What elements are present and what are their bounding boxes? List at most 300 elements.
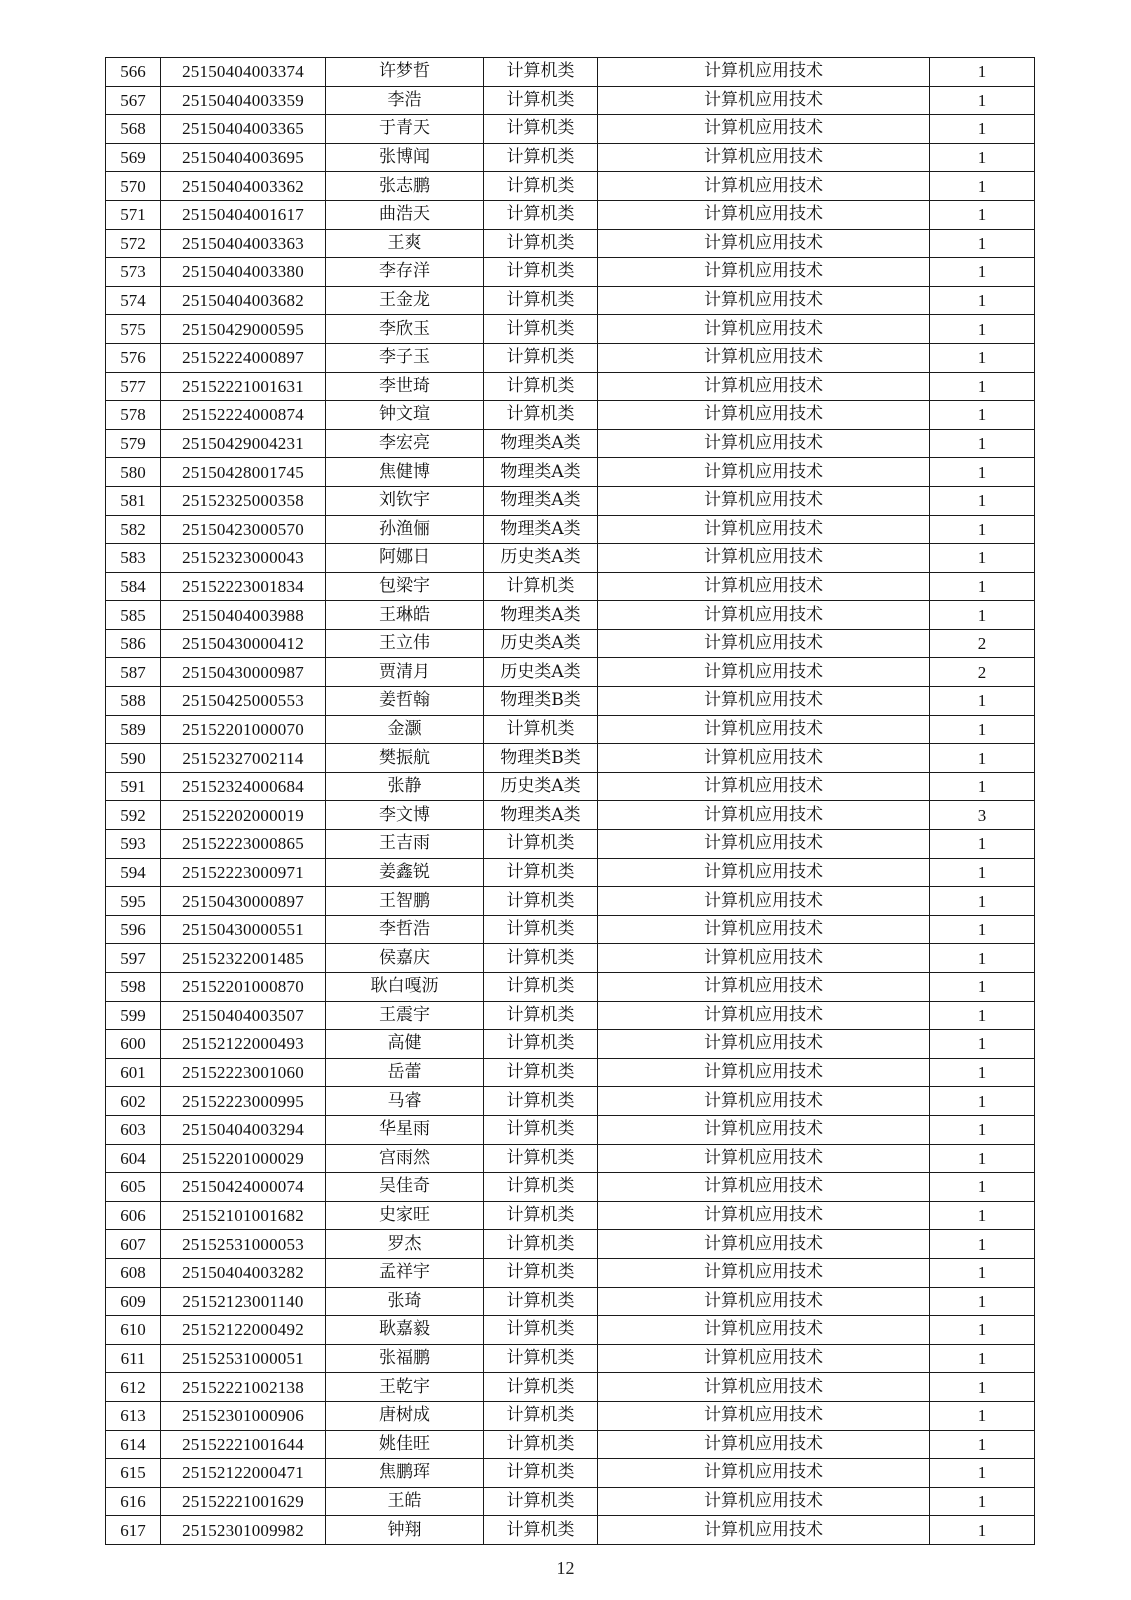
row-number-cell: 574 (106, 286, 161, 315)
table-row (106, 343, 1035, 372)
row-number-cell: 605 (106, 1173, 161, 1202)
choice-order-cell: 1 (930, 1373, 1035, 1402)
subject-category-cell: 历史类A类 (484, 629, 598, 658)
row-number-cell: 604 (106, 1144, 161, 1173)
student-name-cell: 耿白嘎沥 (326, 973, 484, 1002)
row-number-cell: 581 (106, 486, 161, 515)
row-number-cell: 590 (106, 744, 161, 773)
choice-order-cell: 1 (930, 944, 1035, 973)
major-cell: 计算机应用技术 (598, 429, 930, 458)
table-row (106, 601, 1035, 630)
choice-order-cell: 1 (930, 229, 1035, 258)
choice-order-cell: 1 (930, 1344, 1035, 1373)
student-name-cell: 李浩 (326, 86, 484, 115)
row-number-cell: 596 (106, 915, 161, 944)
choice-order-cell: 1 (930, 315, 1035, 344)
table-row (106, 115, 1035, 144)
table-row (106, 801, 1035, 830)
major-cell: 计算机应用技术 (598, 200, 930, 229)
row-number-cell: 568 (106, 115, 161, 144)
candidate-id-cell: 25150425000553 (161, 687, 326, 716)
candidate-id-cell: 25152221001631 (161, 372, 326, 401)
choice-order-cell: 1 (930, 286, 1035, 315)
student-name-cell: 孙渔俪 (326, 515, 484, 544)
table-row (106, 429, 1035, 458)
table-row (106, 973, 1035, 1002)
major-cell: 计算机应用技术 (598, 1030, 930, 1059)
table-row (106, 772, 1035, 801)
major-cell: 计算机应用技术 (598, 572, 930, 601)
row-number-cell: 609 (106, 1287, 161, 1316)
major-cell: 计算机应用技术 (598, 58, 930, 87)
choice-order-cell: 1 (930, 58, 1035, 87)
choice-order-cell: 1 (930, 429, 1035, 458)
subject-category-cell: 物理类A类 (484, 458, 598, 487)
subject-category-cell: 历史类A类 (484, 658, 598, 687)
row-number-cell: 583 (106, 544, 161, 573)
student-name-cell: 王立伟 (326, 629, 484, 658)
major-cell: 计算机应用技术 (598, 629, 930, 658)
student-name-cell: 王吉雨 (326, 830, 484, 859)
major-cell: 计算机应用技术 (598, 944, 930, 973)
subject-category-cell: 物理类B类 (484, 744, 598, 773)
major-cell: 计算机应用技术 (598, 1173, 930, 1202)
major-cell: 计算机应用技术 (598, 801, 930, 830)
major-cell: 计算机应用技术 (598, 143, 930, 172)
student-name-cell: 唐树成 (326, 1401, 484, 1430)
row-number-cell: 587 (106, 658, 161, 687)
student-name-cell: 吴佳奇 (326, 1173, 484, 1202)
subject-category-cell: 物理类A类 (484, 515, 598, 544)
subject-category-cell: 计算机类 (484, 372, 598, 401)
student-name-cell: 李宏亮 (326, 429, 484, 458)
table-row (106, 572, 1035, 601)
choice-order-cell: 1 (930, 1173, 1035, 1202)
row-number-cell: 578 (106, 401, 161, 430)
major-cell: 计算机应用技术 (598, 1487, 930, 1516)
candidate-id-cell: 25152322001485 (161, 944, 326, 973)
student-name-cell: 王爽 (326, 229, 484, 258)
major-cell: 计算机应用技术 (598, 458, 930, 487)
table-row (106, 143, 1035, 172)
row-number-cell: 582 (106, 515, 161, 544)
row-number-cell: 614 (106, 1430, 161, 1459)
candidate-id-cell: 25150404003695 (161, 143, 326, 172)
choice-order-cell: 1 (930, 486, 1035, 515)
admission-list-sheet (105, 57, 1028, 1545)
choice-order-cell: 1 (930, 458, 1035, 487)
subject-category-cell: 计算机类 (484, 1258, 598, 1287)
table-row (106, 1459, 1035, 1488)
major-cell: 计算机应用技术 (598, 1430, 930, 1459)
row-number-cell: 594 (106, 858, 161, 887)
student-name-cell: 王琳皓 (326, 601, 484, 630)
table-row (106, 830, 1035, 859)
table-row (106, 887, 1035, 916)
subject-category-cell: 计算机类 (484, 200, 598, 229)
candidate-id-cell: 25150404003507 (161, 1001, 326, 1030)
choice-order-cell: 1 (930, 1001, 1035, 1030)
subject-category-cell: 历史类A类 (484, 544, 598, 573)
major-cell: 计算机应用技术 (598, 658, 930, 687)
row-number-cell: 602 (106, 1087, 161, 1116)
table-row (106, 486, 1035, 515)
subject-category-cell: 计算机类 (484, 315, 598, 344)
student-name-cell: 王皓 (326, 1487, 484, 1516)
choice-order-cell: 2 (930, 629, 1035, 658)
candidate-id-cell: 25152201000029 (161, 1144, 326, 1173)
student-name-cell: 阿娜日 (326, 544, 484, 573)
candidate-id-cell: 25150404003362 (161, 172, 326, 201)
candidate-id-cell: 25152325000358 (161, 486, 326, 515)
table-row (106, 1230, 1035, 1259)
row-number-cell: 600 (106, 1030, 161, 1059)
table-row (106, 1401, 1035, 1430)
choice-order-cell: 2 (930, 658, 1035, 687)
row-number-cell: 588 (106, 687, 161, 716)
major-cell: 计算机应用技术 (598, 1201, 930, 1230)
candidate-id-cell: 25150404003359 (161, 86, 326, 115)
candidate-id-cell: 25152224000897 (161, 343, 326, 372)
choice-order-cell: 1 (930, 572, 1035, 601)
major-cell: 计算机应用技术 (598, 715, 930, 744)
table-row (106, 1258, 1035, 1287)
student-name-cell: 孟祥宇 (326, 1258, 484, 1287)
table-row (106, 944, 1035, 973)
choice-order-cell: 1 (930, 1487, 1035, 1516)
student-name-cell: 焦鹏珲 (326, 1459, 484, 1488)
student-name-cell: 姜鑫锐 (326, 858, 484, 887)
choice-order-cell: 1 (930, 715, 1035, 744)
row-number-cell: 601 (106, 1058, 161, 1087)
row-number-cell: 567 (106, 86, 161, 115)
major-cell: 计算机应用技术 (598, 343, 930, 372)
major-cell: 计算机应用技术 (598, 1058, 930, 1087)
candidate-id-cell: 25150423000570 (161, 515, 326, 544)
row-number-cell: 598 (106, 973, 161, 1002)
candidate-id-cell: 25152323000043 (161, 544, 326, 573)
row-number-cell: 571 (106, 200, 161, 229)
row-number-cell: 572 (106, 229, 161, 258)
student-name-cell: 耿嘉毅 (326, 1316, 484, 1345)
student-name-cell: 华星雨 (326, 1115, 484, 1144)
choice-order-cell: 1 (930, 858, 1035, 887)
subject-category-cell: 计算机类 (484, 401, 598, 430)
choice-order-cell: 1 (930, 86, 1035, 115)
subject-category-cell: 物理类A类 (484, 486, 598, 515)
choice-order-cell: 3 (930, 801, 1035, 830)
candidate-id-cell: 25152122000493 (161, 1030, 326, 1059)
choice-order-cell: 1 (930, 372, 1035, 401)
major-cell: 计算机应用技术 (598, 887, 930, 916)
student-name-cell: 曲浩天 (326, 200, 484, 229)
major-cell: 计算机应用技术 (598, 1258, 930, 1287)
choice-order-cell: 1 (930, 1087, 1035, 1116)
subject-category-cell: 计算机类 (484, 1516, 598, 1545)
row-number-cell: 577 (106, 372, 161, 401)
table-row (106, 1344, 1035, 1373)
candidate-id-cell: 25150404003374 (161, 58, 326, 87)
table-row (106, 458, 1035, 487)
major-cell: 计算机应用技术 (598, 515, 930, 544)
student-name-cell: 侯嘉庆 (326, 944, 484, 973)
row-number-cell: 586 (106, 629, 161, 658)
student-name-cell: 张博闻 (326, 143, 484, 172)
candidate-id-cell: 25152223001834 (161, 572, 326, 601)
row-number-cell: 575 (106, 315, 161, 344)
subject-category-cell: 计算机类 (484, 915, 598, 944)
row-number-cell: 580 (106, 458, 161, 487)
subject-category-cell: 计算机类 (484, 1459, 598, 1488)
major-cell: 计算机应用技术 (598, 1373, 930, 1402)
student-name-cell: 史家旺 (326, 1201, 484, 1230)
student-name-cell: 张琦 (326, 1287, 484, 1316)
student-name-cell: 李欣玉 (326, 315, 484, 344)
major-cell: 计算机应用技术 (598, 1230, 930, 1259)
student-name-cell: 樊振航 (326, 744, 484, 773)
table-row (106, 1115, 1035, 1144)
row-number-cell: 617 (106, 1516, 161, 1545)
choice-order-cell: 1 (930, 258, 1035, 287)
candidate-id-cell: 25150424000074 (161, 1173, 326, 1202)
student-name-cell: 马睿 (326, 1087, 484, 1116)
table-row (106, 229, 1035, 258)
subject-category-cell: 计算机类 (484, 229, 598, 258)
table-row (106, 172, 1035, 201)
major-cell: 计算机应用技术 (598, 1001, 930, 1030)
choice-order-cell: 1 (930, 1258, 1035, 1287)
candidate-id-cell: 25150428001745 (161, 458, 326, 487)
table-row (106, 315, 1035, 344)
row-number-cell: 593 (106, 830, 161, 859)
candidate-id-cell: 25152224000874 (161, 401, 326, 430)
choice-order-cell: 1 (930, 915, 1035, 944)
student-name-cell: 罗杰 (326, 1230, 484, 1259)
student-name-cell: 姚佳旺 (326, 1430, 484, 1459)
candidate-id-cell: 25150404003363 (161, 229, 326, 258)
table-row (106, 1487, 1035, 1516)
student-name-cell: 金灏 (326, 715, 484, 744)
student-name-cell: 王智鹏 (326, 887, 484, 916)
subject-category-cell: 计算机类 (484, 1430, 598, 1459)
subject-category-cell: 计算机类 (484, 343, 598, 372)
student-name-cell: 李世琦 (326, 372, 484, 401)
subject-category-cell: 计算机类 (484, 286, 598, 315)
student-name-cell: 焦健博 (326, 458, 484, 487)
row-number-cell: 611 (106, 1344, 161, 1373)
major-cell: 计算机应用技术 (598, 744, 930, 773)
subject-category-cell: 计算机类 (484, 830, 598, 859)
choice-order-cell: 1 (930, 744, 1035, 773)
major-cell: 计算机应用技术 (598, 1316, 930, 1345)
choice-order-cell: 1 (930, 1287, 1035, 1316)
table-row (106, 915, 1035, 944)
row-number-cell: 569 (106, 143, 161, 172)
subject-category-cell: 物理类B类 (484, 687, 598, 716)
table-row (106, 1201, 1035, 1230)
student-name-cell: 岳蕾 (326, 1058, 484, 1087)
choice-order-cell: 1 (930, 772, 1035, 801)
row-number-cell: 573 (106, 258, 161, 287)
candidate-id-cell: 25150404003988 (161, 601, 326, 630)
table-row (106, 86, 1035, 115)
choice-order-cell: 1 (930, 515, 1035, 544)
candidate-id-cell: 25152221002138 (161, 1373, 326, 1402)
major-cell: 计算机应用技术 (598, 1087, 930, 1116)
candidate-id-cell: 25152327002114 (161, 744, 326, 773)
major-cell: 计算机应用技术 (598, 286, 930, 315)
student-name-cell: 王乾宇 (326, 1373, 484, 1402)
major-cell: 计算机应用技术 (598, 1459, 930, 1488)
choice-order-cell: 1 (930, 172, 1035, 201)
candidate-id-cell: 25152221001644 (161, 1430, 326, 1459)
student-name-cell: 包梁宇 (326, 572, 484, 601)
choice-order-cell: 1 (930, 1201, 1035, 1230)
table-row (106, 401, 1035, 430)
row-number-cell: 579 (106, 429, 161, 458)
candidate-id-cell: 25150404003682 (161, 286, 326, 315)
choice-order-cell: 1 (930, 687, 1035, 716)
table-row (106, 200, 1035, 229)
table-row (106, 1144, 1035, 1173)
row-number-cell: 615 (106, 1459, 161, 1488)
candidate-id-cell: 25152202000019 (161, 801, 326, 830)
subject-category-cell: 计算机类 (484, 1316, 598, 1345)
major-cell: 计算机应用技术 (598, 258, 930, 287)
subject-category-cell: 计算机类 (484, 858, 598, 887)
candidate-id-cell: 25150429004231 (161, 429, 326, 458)
subject-category-cell: 计算机类 (484, 143, 598, 172)
subject-category-cell: 计算机类 (484, 172, 598, 201)
major-cell: 计算机应用技术 (598, 1287, 930, 1316)
student-name-cell: 李文博 (326, 801, 484, 830)
student-name-cell: 王金龙 (326, 286, 484, 315)
choice-order-cell: 1 (930, 1459, 1035, 1488)
major-cell: 计算机应用技术 (598, 172, 930, 201)
candidate-id-cell: 25152301009982 (161, 1516, 326, 1545)
row-number-cell: 576 (106, 343, 161, 372)
major-cell: 计算机应用技术 (598, 315, 930, 344)
major-cell: 计算机应用技术 (598, 830, 930, 859)
subject-category-cell: 计算机类 (484, 887, 598, 916)
table-row (106, 1058, 1035, 1087)
major-cell: 计算机应用技术 (598, 1115, 930, 1144)
row-number-cell: 603 (106, 1115, 161, 1144)
candidate-id-cell: 25150430000551 (161, 915, 326, 944)
row-number-cell: 610 (106, 1316, 161, 1345)
choice-order-cell: 1 (930, 1316, 1035, 1345)
major-cell: 计算机应用技术 (598, 858, 930, 887)
subject-category-cell: 计算机类 (484, 1030, 598, 1059)
row-number-cell: 595 (106, 887, 161, 916)
choice-order-cell: 1 (930, 1144, 1035, 1173)
choice-order-cell: 1 (930, 973, 1035, 1002)
choice-order-cell: 1 (930, 830, 1035, 859)
subject-category-cell: 物理类A类 (484, 429, 598, 458)
candidate-id-cell: 25150404003380 (161, 258, 326, 287)
row-number-cell: 606 (106, 1201, 161, 1230)
choice-order-cell: 1 (930, 115, 1035, 144)
major-cell: 计算机应用技术 (598, 401, 930, 430)
major-cell: 计算机应用技术 (598, 915, 930, 944)
table-row (106, 1287, 1035, 1316)
row-number-cell: 607 (106, 1230, 161, 1259)
choice-order-cell: 1 (930, 1230, 1035, 1259)
major-cell: 计算机应用技术 (598, 115, 930, 144)
student-name-cell: 于青天 (326, 115, 484, 144)
table-row (106, 715, 1035, 744)
choice-order-cell: 1 (930, 1430, 1035, 1459)
subject-category-cell: 计算机类 (484, 715, 598, 744)
candidate-id-cell: 25152221001629 (161, 1487, 326, 1516)
student-name-cell: 李存洋 (326, 258, 484, 287)
subject-category-cell: 计算机类 (484, 1344, 598, 1373)
subject-category-cell: 计算机类 (484, 944, 598, 973)
subject-category-cell: 计算机类 (484, 1058, 598, 1087)
table-row (106, 286, 1035, 315)
candidate-id-cell: 25152324000684 (161, 772, 326, 801)
choice-order-cell: 1 (930, 343, 1035, 372)
major-cell: 计算机应用技术 (598, 973, 930, 1002)
choice-order-cell: 1 (930, 1516, 1035, 1545)
student-name-cell: 李哲浩 (326, 915, 484, 944)
student-name-cell: 刘钦宇 (326, 486, 484, 515)
candidate-id-cell: 25150404003294 (161, 1115, 326, 1144)
table-row (106, 1516, 1035, 1545)
subject-category-cell: 计算机类 (484, 258, 598, 287)
subject-category-cell: 计算机类 (484, 1115, 598, 1144)
row-number-cell: 592 (106, 801, 161, 830)
candidate-id-cell: 25150430000987 (161, 658, 326, 687)
student-name-cell: 钟翔 (326, 1516, 484, 1545)
choice-order-cell: 1 (930, 544, 1035, 573)
row-number-cell: 589 (106, 715, 161, 744)
row-number-cell: 566 (106, 58, 161, 87)
row-number-cell: 599 (106, 1001, 161, 1030)
table-row (106, 658, 1035, 687)
row-number-cell: 591 (106, 772, 161, 801)
candidate-id-cell: 25152122000492 (161, 1316, 326, 1345)
subject-category-cell: 计算机类 (484, 973, 598, 1002)
candidate-id-cell: 25150430000412 (161, 629, 326, 658)
candidate-id-cell: 25152223000971 (161, 858, 326, 887)
candidate-id-cell: 25152223001060 (161, 1058, 326, 1087)
choice-order-cell: 1 (930, 143, 1035, 172)
major-cell: 计算机应用技术 (598, 601, 930, 630)
major-cell: 计算机应用技术 (598, 229, 930, 258)
candidate-id-cell: 25152531000051 (161, 1344, 326, 1373)
candidate-id-cell: 25152531000053 (161, 1230, 326, 1259)
candidate-id-cell: 25150404003282 (161, 1258, 326, 1287)
subject-category-cell: 物理类A类 (484, 801, 598, 830)
row-number-cell: 570 (106, 172, 161, 201)
major-cell: 计算机应用技术 (598, 1144, 930, 1173)
table-row (106, 58, 1035, 87)
row-number-cell: 584 (106, 572, 161, 601)
row-number-cell: 585 (106, 601, 161, 630)
table-row (106, 1087, 1035, 1116)
table-row (106, 629, 1035, 658)
candidate-id-cell: 25152123001140 (161, 1287, 326, 1316)
table-row (106, 858, 1035, 887)
student-name-cell: 张福鹏 (326, 1344, 484, 1373)
candidate-id-cell: 25152122000471 (161, 1459, 326, 1488)
student-name-cell: 张静 (326, 772, 484, 801)
choice-order-cell: 1 (930, 887, 1035, 916)
subject-category-cell: 计算机类 (484, 115, 598, 144)
admission-table-body (106, 58, 1035, 1545)
student-name-cell: 宫雨然 (326, 1144, 484, 1173)
